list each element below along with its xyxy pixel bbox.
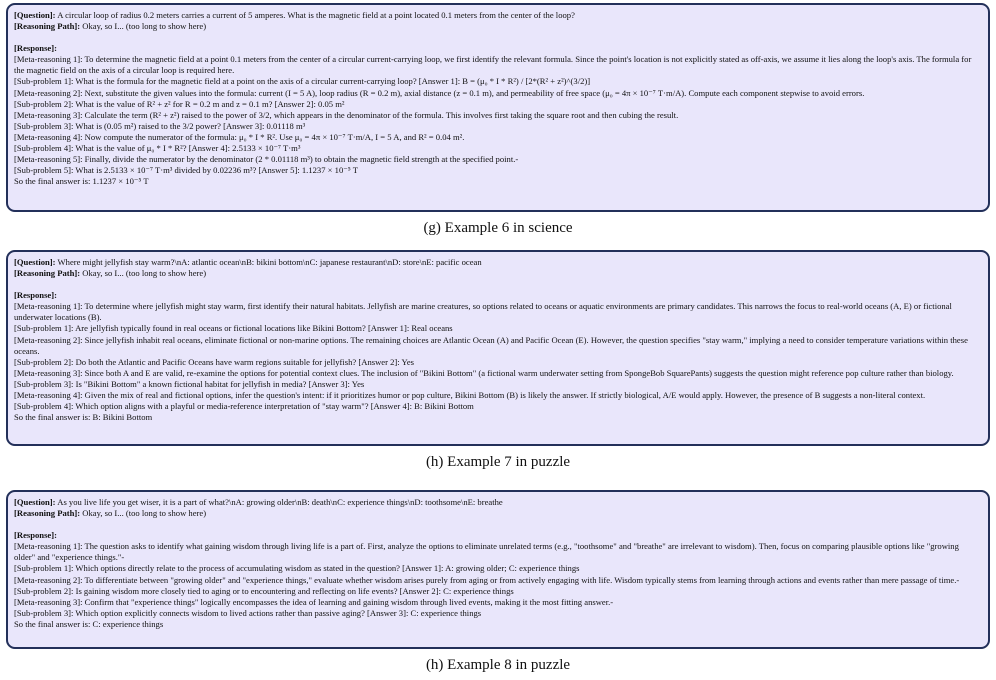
final-answer-line: So the final answer is: 1.1237 × 10⁻⁵ T [14,176,149,187]
response-line: [Sub-problem 3]: Is "Bikini Bottom" a known fictional habitat for jellyfish in media? [Answer 3]: Yes [14,378,365,389]
question-line: [Question]: Where might jellyfish stay warm?\nA: atlantic ocean\nB: bikini bottom\nC: japanese restaurant\nD: store\nE: pacific ocean [14,257,482,267]
response-line: [Meta-reasoning 3]: Since both A and E are valid, re-examine the options for potential context clues. The inclusion of "Bikini Bottom" (a fictional warm underwater setting from SpongeBob SquarePants) suggests the question might reference pop culture rather than biology. [14,367,954,378]
question-line: [Question]: A circular loop of radius 0.2 meters carries a current of 5 amperes. What is the magnetic field at a point located 0.1 meters from the center of the loop? [14,10,575,20]
example-panel-puzzle-8 [6,490,990,649]
response-line: [Sub-problem 1]: Are jellyfish typically found in real oceans or fictional locations like Bikini Bottom? [Answer 1]: Real oceans [14,323,453,334]
response-line: [Sub-problem 3]: What is (0.05 m²) raised to the 3/2 power? [Answer 3]: 0.01118 m³ [14,120,306,131]
response-line: [Sub-problem 1]: What is the formula for the magnetic field at a point on the axis of a circular current-carrying loop? [Answer 1]: B = (μ₀ * I * R²) / [2*(R² + z²)^(3/2)] [14,76,591,87]
response-line: [Meta-reasoning 2]: Since jellyfish inhabit real oceans, eliminate fictional or non-marine options. The remaining choices are Atlantic Ocean (A) and Pacific Ocean (E). However, the question specifies "stay warm," implying a need to consider temperature variations within these oceans. [14,334,968,356]
final-answer-line: So the final answer is: C: experience things [14,618,164,629]
response-line: [Meta-reasoning 2]: To differentiate between "growing older" and "experience things," evaluate whether wisdom arises purely from aging or from actively engaging with life. Wisdom typically stems from learning through actions and events rather than mere passage of time.- [14,574,960,585]
figure-caption: (g) Example 6 in science [423,220,573,236]
response-line: [Sub-problem 5]: What is 2.5133 × 10⁻⁷ T·m³ divided by 0.02236 m³? [Answer 5]: 1.1237 × 10⁻⁵ T [14,165,359,176]
example-panel-science [6,3,990,212]
response-label: [Response]: [14,43,57,54]
response-line: [Meta-reasoning 4]: Given the mix of real and fictional options, infer the question's intent: if it prioritizes humor or pop culture, Bikini Bottom (B) is likely the answer. If strictly biological, A/E would apply. However, the presence of B suggests a non-literal context. [14,390,926,401]
question-line: [Question]: As you live life you get wiser, it is a part of what?\nA: growing older\nB: death\nC: experience things\nD: toothsome\nE: breathe [14,497,503,507]
response-line: [Sub-problem 2]: Do both the Atlantic and Pacific Oceans have warm regions suitable for jellyfish? [Answer 2]: Yes [14,356,414,367]
response-line: [Meta-reasoning 5]: Finally, divide the numerator by the denominator (2 * 0.01118 m³) to obtain the magnetic field strength at the specified point.- [14,154,519,165]
reasoning-path-line: [Reasoning Path]: Okay, so I... (too long to show here) [14,21,207,32]
response-line: [Meta-reasoning 1]: To determine the magnetic field at a point 0.1 meters from the center of a circular current-carrying loop, we first identify the relevant formula. Since the point's location is not explicitly stated as off-axis, we assume it lies along the loop's axis. The formula for the magnetic field on the axis of a circular loop is required here. [14,54,972,76]
reasoning-path-line: [Reasoning Path]: Okay, so I... (too long to show here) [14,508,207,519]
response-line: [Meta-reasoning 1]: The question asks to identify what gaining wisdom through living life is a part of. First, analyze the options to eliminate unrelated terms (e.g., "toothsome" and "breathe" are irrelevant to wisdom). Then, focus on comparing plausible options like "growing older" and "experience things."- [14,541,959,563]
response-line: [Sub-problem 4]: Which option aligns with a playful or media-reference interpretation of "stay warm"? [Answer 4]: B: Bikini Bottom [14,401,474,412]
final-answer-line: So the final answer is: B: Bikini Bottom [14,412,153,423]
figure-caption: (h) Example 8 in puzzle [425,657,571,673]
response-line: [Sub-problem 2]: Is gaining wisdom more closely tied to aging or to encountering and reflecting on life events? [Answer 2]: C: experience things [14,585,514,596]
example-panel-puzzle-7 [6,250,990,446]
response-line: [Sub-problem 1]: Which options directly relate to the process of accumulating wisdom as stated in the question? [Answer 1]: A: growing older; C: experience things [14,563,580,574]
response-line: [Sub-problem 4]: What is the value of μ₀ * I * R²? [Answer 4]: 2.5133 × 10⁻⁷ T·m³ [14,143,301,154]
response-label: [Response]: [14,530,57,541]
response-line: [Sub-problem 3]: Which option explicitly connects wisdom to lived actions rather than passive aging? [Answer 3]: C: experience things [14,607,482,618]
figure-caption: (h) Example 7 in puzzle [425,454,571,470]
response-line: [Meta-reasoning 1]: To determine where jellyfish might stay warm, first identify their natural habitats. Jellyfish are marine creatures, so options related to oceans or aquatic environments are primary candidates. This narrows the focus to real-world oceans (A, E) or fictional underwater locations (B). [14,301,952,323]
response-line: [Sub-problem 2]: What is the value of R² + z² for R = 0.2 m and z = 0.1 m? [Answer 2]: 0.05 m² [14,98,345,109]
response-line: [Meta-reasoning 4]: Now compute the numerator of the formula: μ₀ * I * R². Use μ₀ = 4π × 10⁻⁷ T·m/A, I = 5 A, and R² = 0.04 m². [14,131,465,142]
response-line: [Meta-reasoning 2]: Next, substitute the given values into the formula: current (I = 5 A), loop radius (R = 0.2 m), axial distance (z = 0.1 m), and permeability of free space (μ₀ = 4π × 10⁻⁷ T·m/A). Compute each component stepwise to avoid errors. [14,87,865,98]
response-line: [Meta-reasoning 3]: Confirm that "experience things" logically encompasses the idea of learning and gaining wisdom through lived events, making it the most fitting answer.- [14,596,614,607]
response-line: [Meta-reasoning 3]: Calculate the term (R² + z²) raised to the power of 3/2, which appears in the denominator of the formula. This involves first taking the square root and then cubing the result. [14,109,679,120]
reasoning-path-line: [Reasoning Path]: Okay, so I... (too long to show here) [14,268,207,279]
response-label: [Response]: [14,290,57,301]
